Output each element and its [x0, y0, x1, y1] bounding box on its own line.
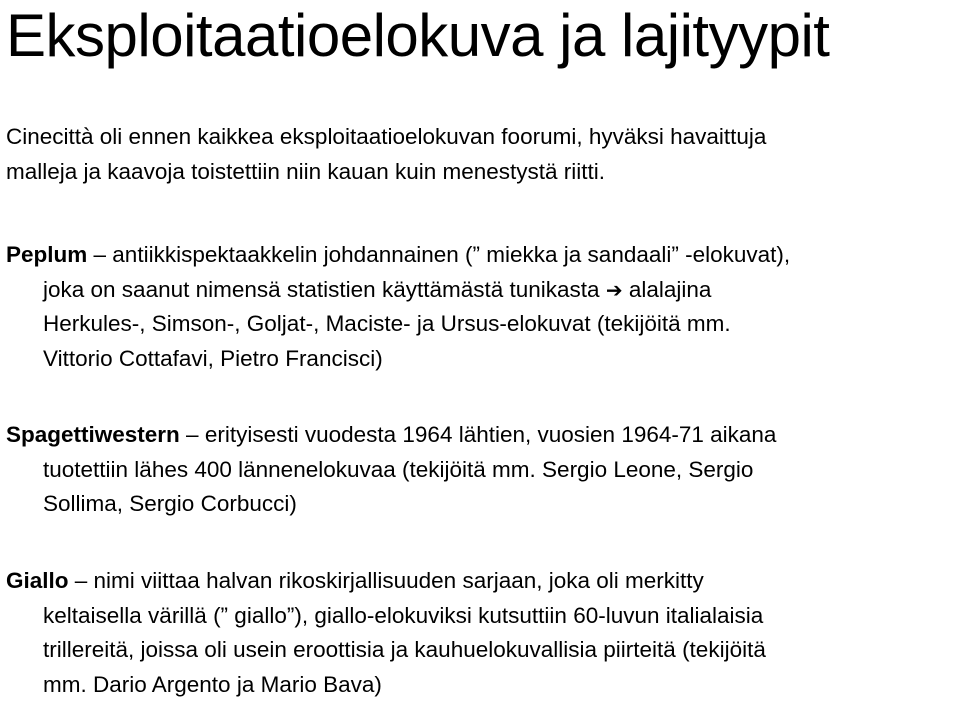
giallo-line-2: keltaisella värillä (” giallo”), giallo-elokuviksi kutsuttiin 60-luvun italialaisia [6, 599, 766, 634]
peplum-line-1 [6, 238, 790, 273]
peplum-paragraph [6, 238, 790, 376]
peplum-line-3: Herkules-, Simson-, Goljat-, Maciste- ja Ursus-elokuvat (tekijöitä mm. [6, 307, 790, 342]
right-arrow-icon: ➔ [606, 278, 623, 302]
spaghetti-term: Spagettiwestern [6, 422, 180, 447]
giallo-line-3: trillereitä, joissa oli usein eroottisia ja kauhuelokuvallisia piirteitä (tekijöitä [6, 633, 766, 668]
peplum-term: Peplum [6, 242, 87, 267]
spaghetti-line-2: tuotettiin lähes 400 lännenelokuvaa (tekijöitä mm. Sergio Leone, Sergio [6, 453, 776, 488]
spaghetti-line-1 [6, 418, 776, 453]
giallo-paragraph [6, 564, 766, 702]
spaghetti-line-1-text: – erityisesti vuodesta 1964 lähtien, vuosien 1964-71 aikana [180, 422, 777, 447]
peplum-line-2-pre: joka on saanut nimensä statistien käyttämästä tunikasta [43, 277, 606, 302]
spaghetti-western-paragraph [6, 418, 776, 522]
intro-line-2: malleja ja kaavoja toistettiin niin kauan kuin menestystä riitti. [6, 155, 766, 190]
giallo-term: Giallo [6, 568, 69, 593]
intro-paragraph [6, 120, 766, 189]
giallo-line-4: mm. Dario Argento ja Mario Bava) [6, 668, 766, 702]
slide-title: Eksploitaatioelokuva ja lajityypit [6, 0, 829, 72]
spaghetti-line-3: Sollima, Sergio Corbucci) [6, 487, 776, 522]
peplum-line-1-text: – antiikkispektaakkelin johdannainen (” miekka ja sandaali” -elokuvat), [87, 242, 790, 267]
giallo-line-1-text: – nimi viittaa halvan rikoskirjallisuuden sarjaan, joka oli merkitty [69, 568, 704, 593]
peplum-line-2-post: alalajina [623, 277, 712, 302]
intro-line-1: Cinecittà oli ennen kaikkea eksploitaatioelokuvan foorumi, hyväksi havaittuja [6, 120, 766, 155]
giallo-line-1 [6, 564, 766, 599]
peplum-line-4: Vittorio Cottafavi, Pietro Francisci) [6, 342, 790, 377]
peplum-line-2 [6, 273, 790, 308]
